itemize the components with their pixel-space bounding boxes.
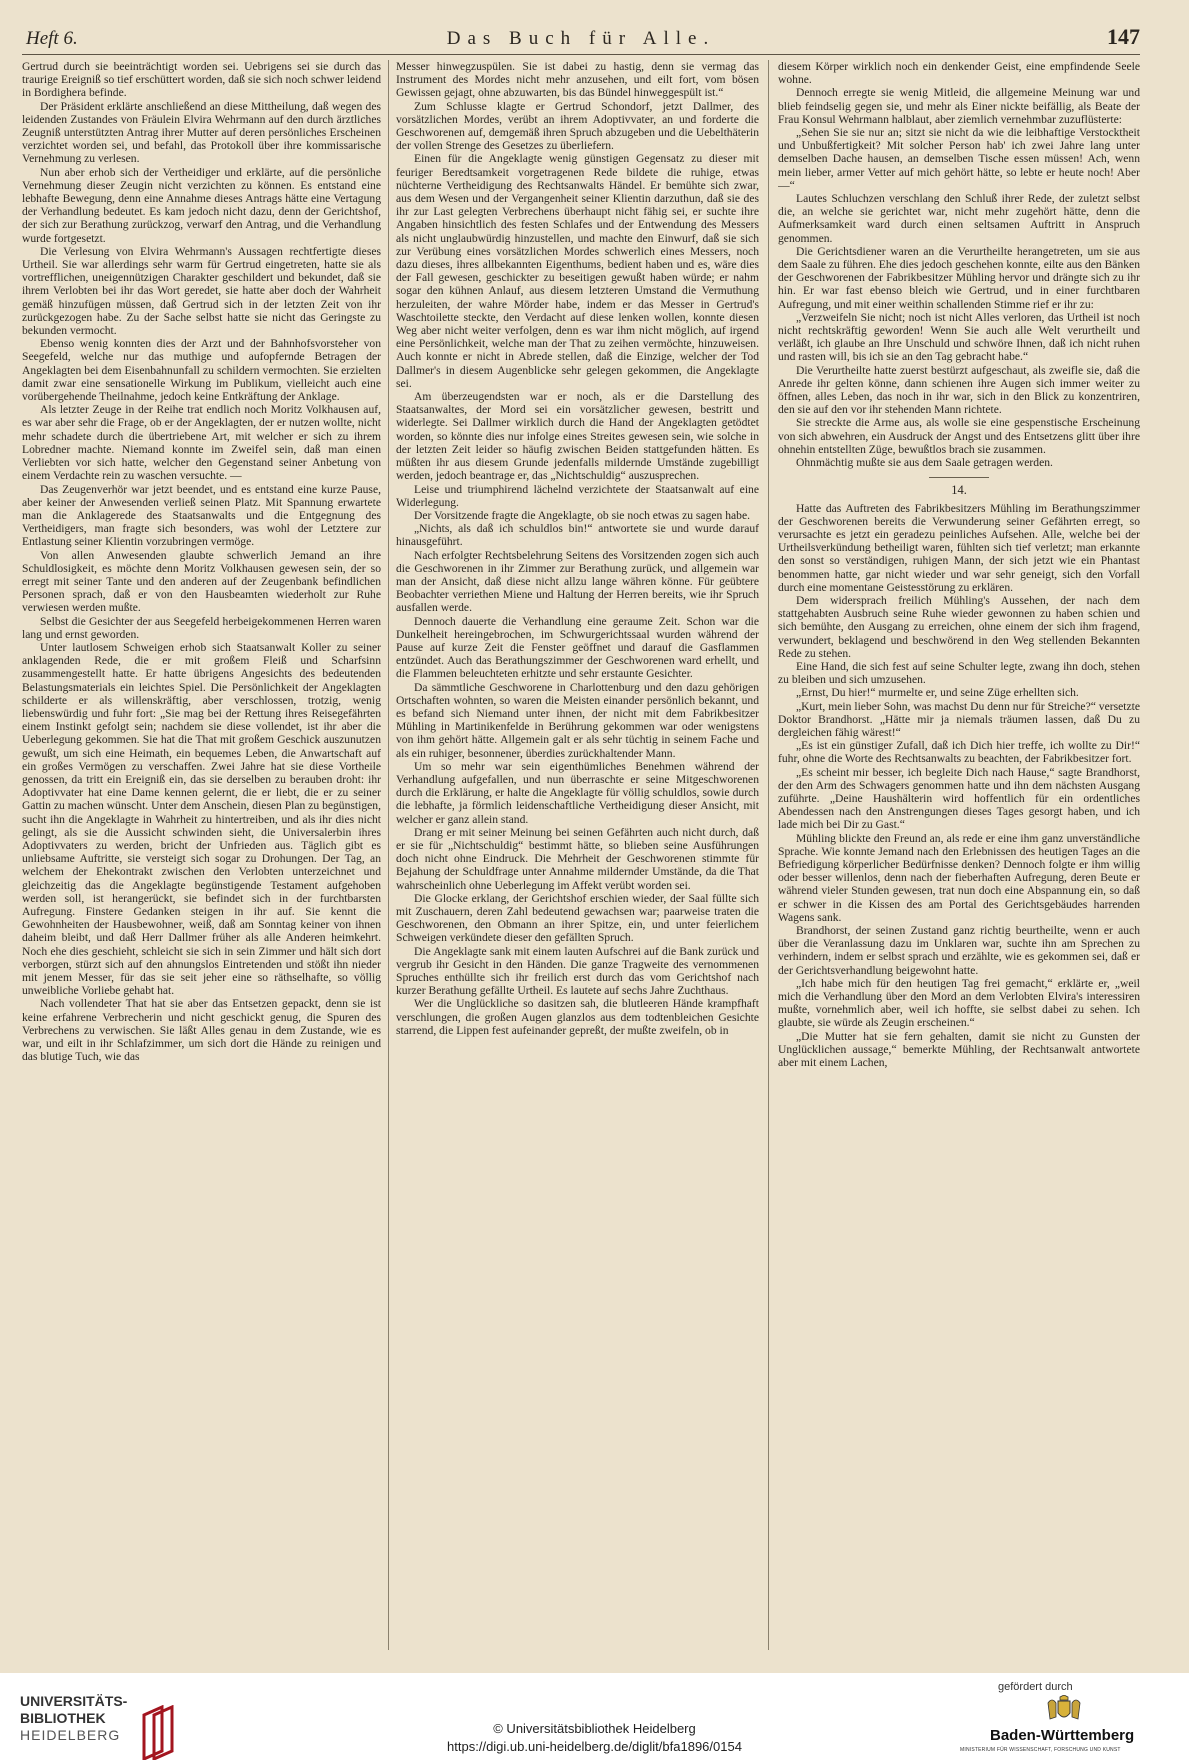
paragraph: Da sämmtliche Geschworene in Charlottenburg und den dazu gehörigen Ortschaften wohnten, so waren die Meisten einander persönlich bekannt, und es befand sich Niemand unter ihnen, der nicht mit dem Fabrikbesitzer Mühling in Martinikenfelde in Berührung gekommen war oder wenigstens von ihm gehört hätte. Allgemein galt er als sehr tüchtig in seinem Fache und als ein ruhiger, besonnener, überdies zurückhaltender Mann.: [396, 680, 759, 760]
paragraph: Lautes Schluchzen verschlang den Schluß ihrer Rede, der zuletzt selbst die, an welche sie gerichtet war, nicht mehr zugehört hätte, denn die Aufmerksamkeit ward durch einen seltsamen Auftritt in Anspruch genommen.: [778, 192, 1140, 245]
paragraph: Zum Schlusse klagte er Gertrud Schondorf, jetzt Dallmer, des vorsätzlichen Mordes, verübt an ihrem Adoptivvater, an und forderte die Geschworenen auf, demgemäß ihren Spruch abzugeben und die Uebelthäterin der vollen Strenge des Gesetzes zu überliefern.: [396, 99, 759, 153]
column-separator: [768, 60, 769, 1650]
paragraph: Nach vollendeter That hat sie aber das Entsetzen gepackt, denn sie ist keine erfahrene Verbrecherin und nicht geschickt genug, die Spuren des Verbrechens zu verwischen. Sie läßt Alles genau in dem Zustande, wie es war, und eilt in ihr Schlafzimmer, um sich dort die Hände zu reinigen und das blutige Tuch, wie das: [22, 997, 381, 1064]
ministry-name: MINISTERIUM FÜR WISSENSCHAFT, FORSCHUNG UND KUNST: [960, 1747, 1121, 1753]
paragraph: Mühling blickte den Freund an, als rede er eine ihm ganz unverständliche Sprache. Wie konnte Jemand nach den Erlebnissen des heutigen Tages an die Befriedigung körperlicher Bedürfnisse denken? Dennoch folgte er ihm willig oder besser willenlos, denn nach der fieberhaften Aufregung, deren Beute er während vieler Stunden gewesen, trat nun doch eine Abspannung ein, so daß er schwer in die Kissen des am Portal des Gerichtsgebäudes harrenden Wagens sank.: [778, 831, 1140, 924]
page-number: 147: [1107, 24, 1140, 49]
paragraph: Als letzter Zeuge in der Reihe trat endlich noch Moritz Volkhausen auf, es war aber sehr die Frage, ob er der Angeklagten, der er nutzen wollte, nicht mehr schadete durch die übertriebene Art, mit welcher er sich zu ihrem Lobredner machte. Niemand konnte im Zweifel sein, daß man einen Verliebten vor sich hatte, welcher den Gegenstand seiner Anbetung von einem Verdachte rein zu waschen versuchte. —: [22, 403, 381, 483]
paragraph: Selbst die Gesichter der aus Seegefeld herbeigekommenen Herren waren lang und ernst geworden.: [22, 614, 381, 641]
paragraph: „Sehen Sie sie nur an; sitzt sie nicht da wie die leibhaftige Verstocktheit und Unbußfertigkeit? Mit solcher Person hab' ich zwei Jahre lang unter demselben Dache hausen, an demselben Tische essen müssen! Ach, wenn mein lieber, armer Vetter auf mich gehört hätte, so lebte er heute noch! Aber —“: [778, 126, 1140, 192]
paragraph: Die Glocke erklang, der Gerichtshof erschien wieder, der Saal füllte sich mit Zuschauern, deren Zahl bedeutend gewachsen war; paarweise traten die Geschworenen, den Obmann an ihrer Spitze, ein, und unter feierlichem Schweigen verkündete dieser den gefällten Spruch.: [396, 891, 759, 945]
chapter-number: 14.: [951, 483, 967, 498]
state-coat-of-arms-icon: [1046, 1695, 1082, 1725]
paragraph: Ohnmächtig mußte sie aus dem Saale getragen werden.: [796, 456, 1053, 470]
paragraph: Leise und triumphirend lächelnd verzichtete der Staatsanwalt auf eine Widerlegung.: [396, 482, 759, 509]
column-3-part-a: [778, 60, 1140, 469]
paragraph: Dennoch erregte sie wenig Mitleid, die allgemeine Meinung war und blieb feindselig gegen sie, und mehr als Einer nickte beifällig, als Beate der Frau Konsul Wehrmann halblaut, aber ziemlich vernehmbar zuzuflüsterte:: [778, 86, 1140, 126]
funded-by-label: gefördert durch: [998, 1681, 1073, 1693]
paragraph: Dennoch dauerte die Verhandlung eine geraume Zeit. Schon war die Dunkelheit hereingebrochen, im Schwurgerichtssaal wurden während der Pause auf kurze Zeit die Fenster geöffnet und darauf die Gasflammen entzündet. Auch das Berathungszimmer der Geschworenen ward erhellt, und die Flammen beleuchteten erhitzte und sehr erstaunte Gesichter.: [396, 614, 759, 681]
page-header: [22, 22, 1140, 54]
paragraph: „Es ist ein günstiger Zufall, daß ich Dich hier treffe, ich wollte zu Dir!“ fuhr, ohne die Worte des Rechtsanwalts zu beachten, der Fabrikbesitzer fort.: [778, 739, 1140, 766]
text-column-1: [22, 60, 381, 1660]
viewer-footer: [0, 1673, 1189, 1762]
paragraph: „Ich habe mich für den heutigen Tag frei gemacht,“ erklärte er, „weil mich die Verhandlung über den Mord an dem Verlobten Elvira's interessiren mußte, vornehmlich aber, weil ich hoffte, sie selbst dabei zu sehen. Ich glaubte, sie würde als Zeugin erscheinen.“: [778, 976, 1140, 1030]
paragraph: Am überzeugendsten war er noch, als er die Darstellung des Staatsanwaltes, der Mord sei ein vorsätzlicher gewesen, bestritt und widerlegte. Sei Dallmer wirklich durch die Hand der Angeklagten getödtet worden, so könnte dies nur infolge eines Streites gewesen sein, wie solche in der letzten Zeit leider so häufig zwischen Beiden stattgefunden hätten. Es müßten ihr aus diesem Grunde jedenfalls mildernde Umstände zugebilligt werden, jedoch beantrage er, das „Nichtschuldig“ auszusprechen.: [396, 390, 759, 483]
permalink[interactable]: https://digi.ub.uni-heidelberg.de/diglit/bfa1896/0154: [447, 1739, 742, 1754]
paragraph: Die Verlesung von Elvira Wehrmann's Aussagen rechtfertigte dieses Urtheil. Sie war allerdings sehr warm für Gertrud eingetreten, hatte sie als vortrefflichen, uneigennützigen Charakter geschildert und bekundet, daß sie ihrem Verlobten bei ihr das Wort geredet, sie hatte aber doch der Wahrheit gemäß hinzufügen müssen, daß Gertrud sich in der letzten Zeit von ihr zurückgezogen habe. Zu der Sache selbst hatte sie nicht das Geringste zu bekunden vermocht.: [22, 244, 381, 338]
paragraph: Nun aber erhob sich der Vertheidiger und erklärte, auf die persönliche Vernehmung dieser Zeugin nicht verzichten zu können. Es entstand eine lebhafte Bewegung, denn eine Annahme dieses Antrags hätte eine Vertagung der Verhandlung bedeutet. Es kam jedoch nicht dazu, denn der Gerichtshof, der sich zur Berathung zurückzog, verwarf den Antrag, und die Verhandlung wurde fortgesetzt.: [22, 165, 381, 245]
paragraph: Die Angeklagte sank mit einem lauten Aufschrei auf die Bank zurück und vergrub ihr Gesicht in den Händen. Die ganze Tragweite des vernommenen Spruches enthüllte sich ihr freilich erst durch das vom Gerichtshof nach kurzer Berathung gefällte Urtheil. Es lautete auf sechs Jahre Zuchthaus.: [396, 944, 759, 998]
paragraph: Wer die Unglückliche so dasitzen sah, die blutleeren Hände krampfhaft verschlungen, die großen Augen glanzlos aus dem todtenbleichen Gesichte starrend, die Lippen fest aufeinander gepreßt, der mußte zweifeln, ob in: [396, 997, 759, 1037]
paragraph: Unter lautlosem Schweigen erhob sich Staatsanwalt Koller zu seiner anklagenden Rede, die er mit großem Fleiß und Scharfsinn zusammengestellt hatte. Er hatte übrigens Angesichts des bedeutenden Belastungsmaterials ein leichtes Spiel. Die Persönlichkeit der Angeklagten schilderte er als willenskräftig, aber verschlossen, trotzig, wenig liebenswürdig und fuhr fort: „Sie mag bei der Rettung ihres Reisegefährten einem Instinkt gefolgt sein; nachdem sie diese vollendet, ist ihr aber die Ueberlegung gekommen. Sie hat die That mit großem Geschick auszunutzen gewußt, um sich eine Heimath, ein bequemes Leben, die Anwartschaft auf ein großes Vermögen zu verschaffen. Zwei Jahre hat sie diese Vortheile genossen, da tritt ein Ereigniß ein, das sie derselben zu berauben droht: ihr Adoptivvater hat eine Dame kennen gelernt, die er liebt, die er zu seiner Gattin zu machen wünscht. Unter dem Anschein, diesen Plan zu begünstigen, sucht ihn die Angeklagte in Wahrheit zu hintertreiben, und als ihr dies nicht gelingt, als sie die Aussicht schwinden sieht, die Universalerbin ihres Adoptivvaters zu werden, bricht der Unfrieden aus. Täglich gibt es unliebsame Auftritte, sie versteigt sich sogar zu Drohungen. Der Tag, an welchem der Ehekontrakt zwischen den Verlobten unterzeichnet und gleichzeitig das die Angeklagte begünstigende Testament aufgehoben werden soll, ist herangerückt, sie befindet sich in der furchtbarsten Aufregung. Finstere Gedanken steigen in ihr auf. Sie kennt die Gewohnheiten der Hausbewohner, weiß, daß am Sonntag keiner von ihnen daheim bleibt, und daß Herr Dallmer früher als alle Anderen heimkehrt. Noch ehe dies geschieht, schleicht sie sich in sein Zimmer und hält sich dort verborgen, stürzt sich auf den ahnungslos Eintretenden und stößt ihn nieder mit jenem Messer, für das sie seit jeher eine so räthselhafte, so völlig unweibliche Vorliebe gehabt hat.: [22, 640, 381, 998]
library-name-line3: HEIDELBERG: [20, 1727, 121, 1743]
paragraph: Dem widersprach freilich Mühling's Aussehen, der nach dem stattgehabten Ausbruch seine Ruhe wieder gewonnen zu haben schien und sich bemühte, den Ausgang zu erreichen, ohne einem der sich ihm fragend, verwundert, beklagend und beschwörend in den Weg stellenden Bekannten Rede zu stehen.: [778, 593, 1140, 660]
paragraph: Eine Hand, die sich fest auf seine Schulter legte, zwang ihn doch, stehen zu bleiben und sich umzusehen.: [778, 659, 1140, 687]
paragraph: Sie streckte die Arme aus, als wolle sie eine gespenstische Erscheinung von sich abwehren, ein Ausdruck der Angst und des Entsetzens glitt über ihre ohnehin entstellten Züge, bewußtlos brach sie zusammen.: [778, 416, 1140, 456]
paragraph: „Es scheint mir besser, ich begleite Dich nach Hause,“ sagte Brandhorst, der den Arm des Schwagers genommen hatte und ihn dem nächsten Ausgang zuführte. „Deine Haushälterin wird hoffentlich für ein ordentliches Abendessen nach den Anstrengungen dieses Tages gesorgt haben, und ich lade mich bei Dir zu Gast.“: [778, 765, 1140, 832]
column-separator: [388, 60, 389, 1650]
funder-name: Baden-Württemberg: [990, 1727, 1135, 1744]
paragraph: „Ernst, Du hier!“ murmelte er, und seine Züge erhellten sich.: [796, 686, 1079, 700]
issue-label: Heft 6.: [26, 28, 78, 49]
paragraph: Einen für die Angeklagte wenig günstigen Gegensatz zu dieser mit feuriger Beredtsamkeit vorgetragenen Rede bildete die ruhige, etwas nüchterne Vertheidigung des Rechtsanwalts Händel. Er bemühte sich zwar, aus dem Wesen und der Vergangenheit seiner Klientin darzuthun, daß sie des ihr zur Last gelegten Verbrechens überhaupt nicht fähig sei, er suchte ihre Angaben hinsichtlich des festen Schlafes und der Entwendung des Messers als nicht unglaubwürdig hinzustellen, und machte den Einwurf, daß sie sich zur Verübung eines vorsätzlichen Mordes schwerlich eines Messers, noch dazu dieses, ihres allbekannten Eigenthums, bedient haben und es, wäre dies der Fall gewesen, geschickter zu beseitigen gewußt haben würde; er nahm sogar den kühnen Anlauf, aus diesem letzteren Umstand die Vermuthung herzuleiten, der wahre Mörder habe, indem er das Messer in Gertrud's Waschtoilette steckte, den Verdacht auf diese lenken wollen, konnte diesen Weg aber nicht weiter verfolgen, denn es war ihm nicht möglich, auf irgend eine Persönlichkeit, welche man der That zu zeihen vermöchte, hinzuweisen. Auch konnte er nicht in Abrede stellen, daß die Einzige, welcher der Tod Dallmer's in diesem Augenblicke sehr gelegen gekommen, die Angeklagte sei.: [396, 152, 759, 390]
journal-title: Das Buch für Alle.: [446, 28, 716, 49]
header-rule: [22, 54, 1140, 55]
paragraph: „Verzweifeln Sie nicht; noch ist nicht Alles verloren, das Urtheil ist noch nicht rechtskräftig geworden! Wenn Sie auch alle Welt verurtheilt und verläßt, ich glaube an Ihre Unschuld und schwöre Ihnen, daß ich nicht ruhen und rasten will, bis ich sie an den Tag gebracht habe.“: [778, 310, 1140, 364]
paragraph: Ebenso wenig konnten dies der Arzt und der Bahnhofsvorsteher von Seegefeld, welche nur das muthige und aufopfernde Betragen der Angeklagten bei dem Eisenbahnunfall zu schildern vermochten. Sie erzielten damit zwar eine sensationelle Wirkung im Publikum, vielleicht auch eine vorübergehende Theilnahme, jedoch keine Entkräftung der Anklage.: [22, 337, 381, 404]
paragraph: Gertrud durch sie beeinträchtigt worden sei. Uebrigens sei sie durch das traurige Ereigniß so tief erschüttert worden, daß sie sich noch schwer leidend in Bordighera befinde.: [22, 60, 381, 100]
paragraph: Das Zeugenverhör war jetzt beendet, und es entstand eine kurze Pause, aber keiner der Anwesenden verließ seinen Platz. Mit Spannung erwartete man die Anklagerede des Staatsanwalts und die Entgegnung des Vertheidigers, man fragte sich besonders, was wohl der Letztere zur Entlastung seiner Klientin vorzubringen vermöge.: [22, 482, 381, 549]
paragraph: „Die Mutter hat sie fern gehalten, damit sie nicht zu Gunsten der Unglücklichen aussage,“ bemerkte Mühling, der Rechtsanwalt antwortete aber mit einem Lachen,: [778, 1029, 1140, 1070]
paragraph: Brandhorst, der seinen Zustand ganz richtig beurtheilte, wenn er auch über die Veranlassung dazu im Unklaren war, suchte ihn am Sprechen zu verhindern, indem er selbst sprach und erzählte, wie es gekommen sei, daß er der Gerichtsverhandlung beigewohnt hatte.: [778, 924, 1140, 977]
paragraph: Die Verurtheilte hatte zuerst bestürzt aufgeschaut, als zweifle sie, daß die Anrede ihr gelten könne, dann schienen ihre Augen sich immer weiter zu öffnen, alles Leben, das noch in ihr war, sich in den Blick zu konzentriren, den sie auf den vor ihr stehenden Mann richtete.: [778, 363, 1140, 417]
paragraph: Messer hinwegzuspülen. Sie ist dabei zu hastig, denn sie vermag das Instrument des Mordes nicht mehr anzusehen, und eilt fort, vom bösen Gewissen gejagt, ohne abzuwarten, bis das Bündel hinweggespült ist.“: [396, 60, 759, 100]
paragraph: Um so mehr war sein eigenthümliches Benehmen während der Verhandlung aufgefallen, und nun überraschte er seine Mitgeschworenen durch die Erklärung, er halte die Angeklagte für völlig schuldlos, sowie durch die lebhafte, ja förmlich leidenschaftliche Vertheidigung dieser Ansicht, mit welcher er ganz allein stand.: [396, 759, 759, 826]
paragraph: Drang er mit seiner Meinung bei seinen Gefährten auch nicht durch, daß er sie für „Nichtschuldig“ bestimmt hätte, so blieben seine Ausführungen doch nicht ohne Eindruck. Die Mehrheit der Geschworenen stimmte für Bejahung der Schuldfrage unter Annahme mildernder Umstände, da die That wahrscheinlich ohne Ueberlegung im Affekt verübt worden sei.: [396, 825, 759, 892]
paragraph: „Nichts, als daß ich schuldlos bin!“ antwortete sie und wurde darauf hinausgeführt.: [396, 522, 759, 549]
library-name-line2: BIBLIOTHEK: [20, 1710, 106, 1726]
paragraph: Die Gerichtsdiener waren an die Verurtheilte herangetreten, um sie aus dem Saale zu führen. Ehe dies jedoch geschehen konnte, eilte aus den Bänken der Geschworenen der Fabrikbesitzer Mühling hervor und drängte sich zu ihr hin. Er war fast ebenso bleich wie Gertrud, und in einer furchtbaren Aufregung, und mit einer weithin schallenden Stimme rief er ihr zu:: [778, 244, 1140, 311]
text-column-2: [396, 60, 759, 1660]
copyright-notice: © Universitätsbibliothek Heidelberg: [493, 1721, 696, 1736]
paragraph: „Kurt, mein lieber Sohn, was machst Du denn nur für Streiche?“ versetzte Doktor Brandhorst. „Hätte mir ja niemals träumen lassen, daß Du zu dergleichen fähig wärest!“: [778, 699, 1140, 739]
chapter-divider: [929, 477, 989, 478]
paragraph: Der Präsident erklärte anschließend an diese Mittheilung, daß wegen des leidenden Zustandes von Fräulein Elvira Wehrmann auf den durch ärztliches Zeugniß unterstützten Antrag ihrer Mutter auf deren persönliches Erscheinen verzichtet worden sei, und befahl, das Protokoll über ihre kommissarische Vernehmung zu verlesen.: [22, 99, 381, 166]
text-column-3: [778, 60, 1140, 1660]
funder-logo[interactable]: [960, 1681, 1180, 1761]
paragraph: diesem Körper wirklich noch ein denkender Geist, eine empfindende Seele wohne.: [778, 60, 1140, 87]
paragraph: Von allen Anwesenden glaubte schwerlich Jemand an ihre Schuldlosigkeit, es möchte denn Moritz Volkhausen gewesen sein, der so erregt mit seiner Tante und den anderen auf der Zeugenbank befindlichen Personen sprach, daß er von den Hausbeamten wiederholt zur Ruhe verwiesen werden mußte.: [22, 548, 381, 615]
library-name-line1: UNIVERSITÄTS-: [20, 1693, 128, 1709]
paragraph: Hatte das Auftreten des Fabrikbesitzers Mühling im Berathungszimmer der Geschworenen bereits die Verwunderung seiner Gefährten erregt, so verursachte es jetzt ein geradezu peinliches Aufsehen. Alle, welche bei der Urtheilsverkündung betheiligt waren, fühlten sich tief verletzt; man erkannte den sonst so verständigen, ruhigen Mann, der sich jetzt wie ein Phantast benommen hatte, gar nicht wieder und war sehr geneigt, sich den Vorfall durch eine momentane Geistesstörung zu erklären.: [778, 501, 1140, 594]
paragraph: Der Vorsitzende fragte die Angeklagte, ob sie noch etwas zu sagen habe.: [414, 508, 750, 522]
column-3-part-b: [778, 502, 1140, 1070]
paragraph: Nach erfolgter Rechtsbelehrung Seitens des Vorsitzenden zogen sich auch die Geschworenen in ihr Zimmer zur Berathung zurück, und allgemein war man der Ansicht, daß diese nicht allzu lange währen könne. Für geübtere Beobachter verriethen Miene und Haltung der Herren bereits, wie ihr Spruch ausfallen werde.: [396, 548, 759, 615]
